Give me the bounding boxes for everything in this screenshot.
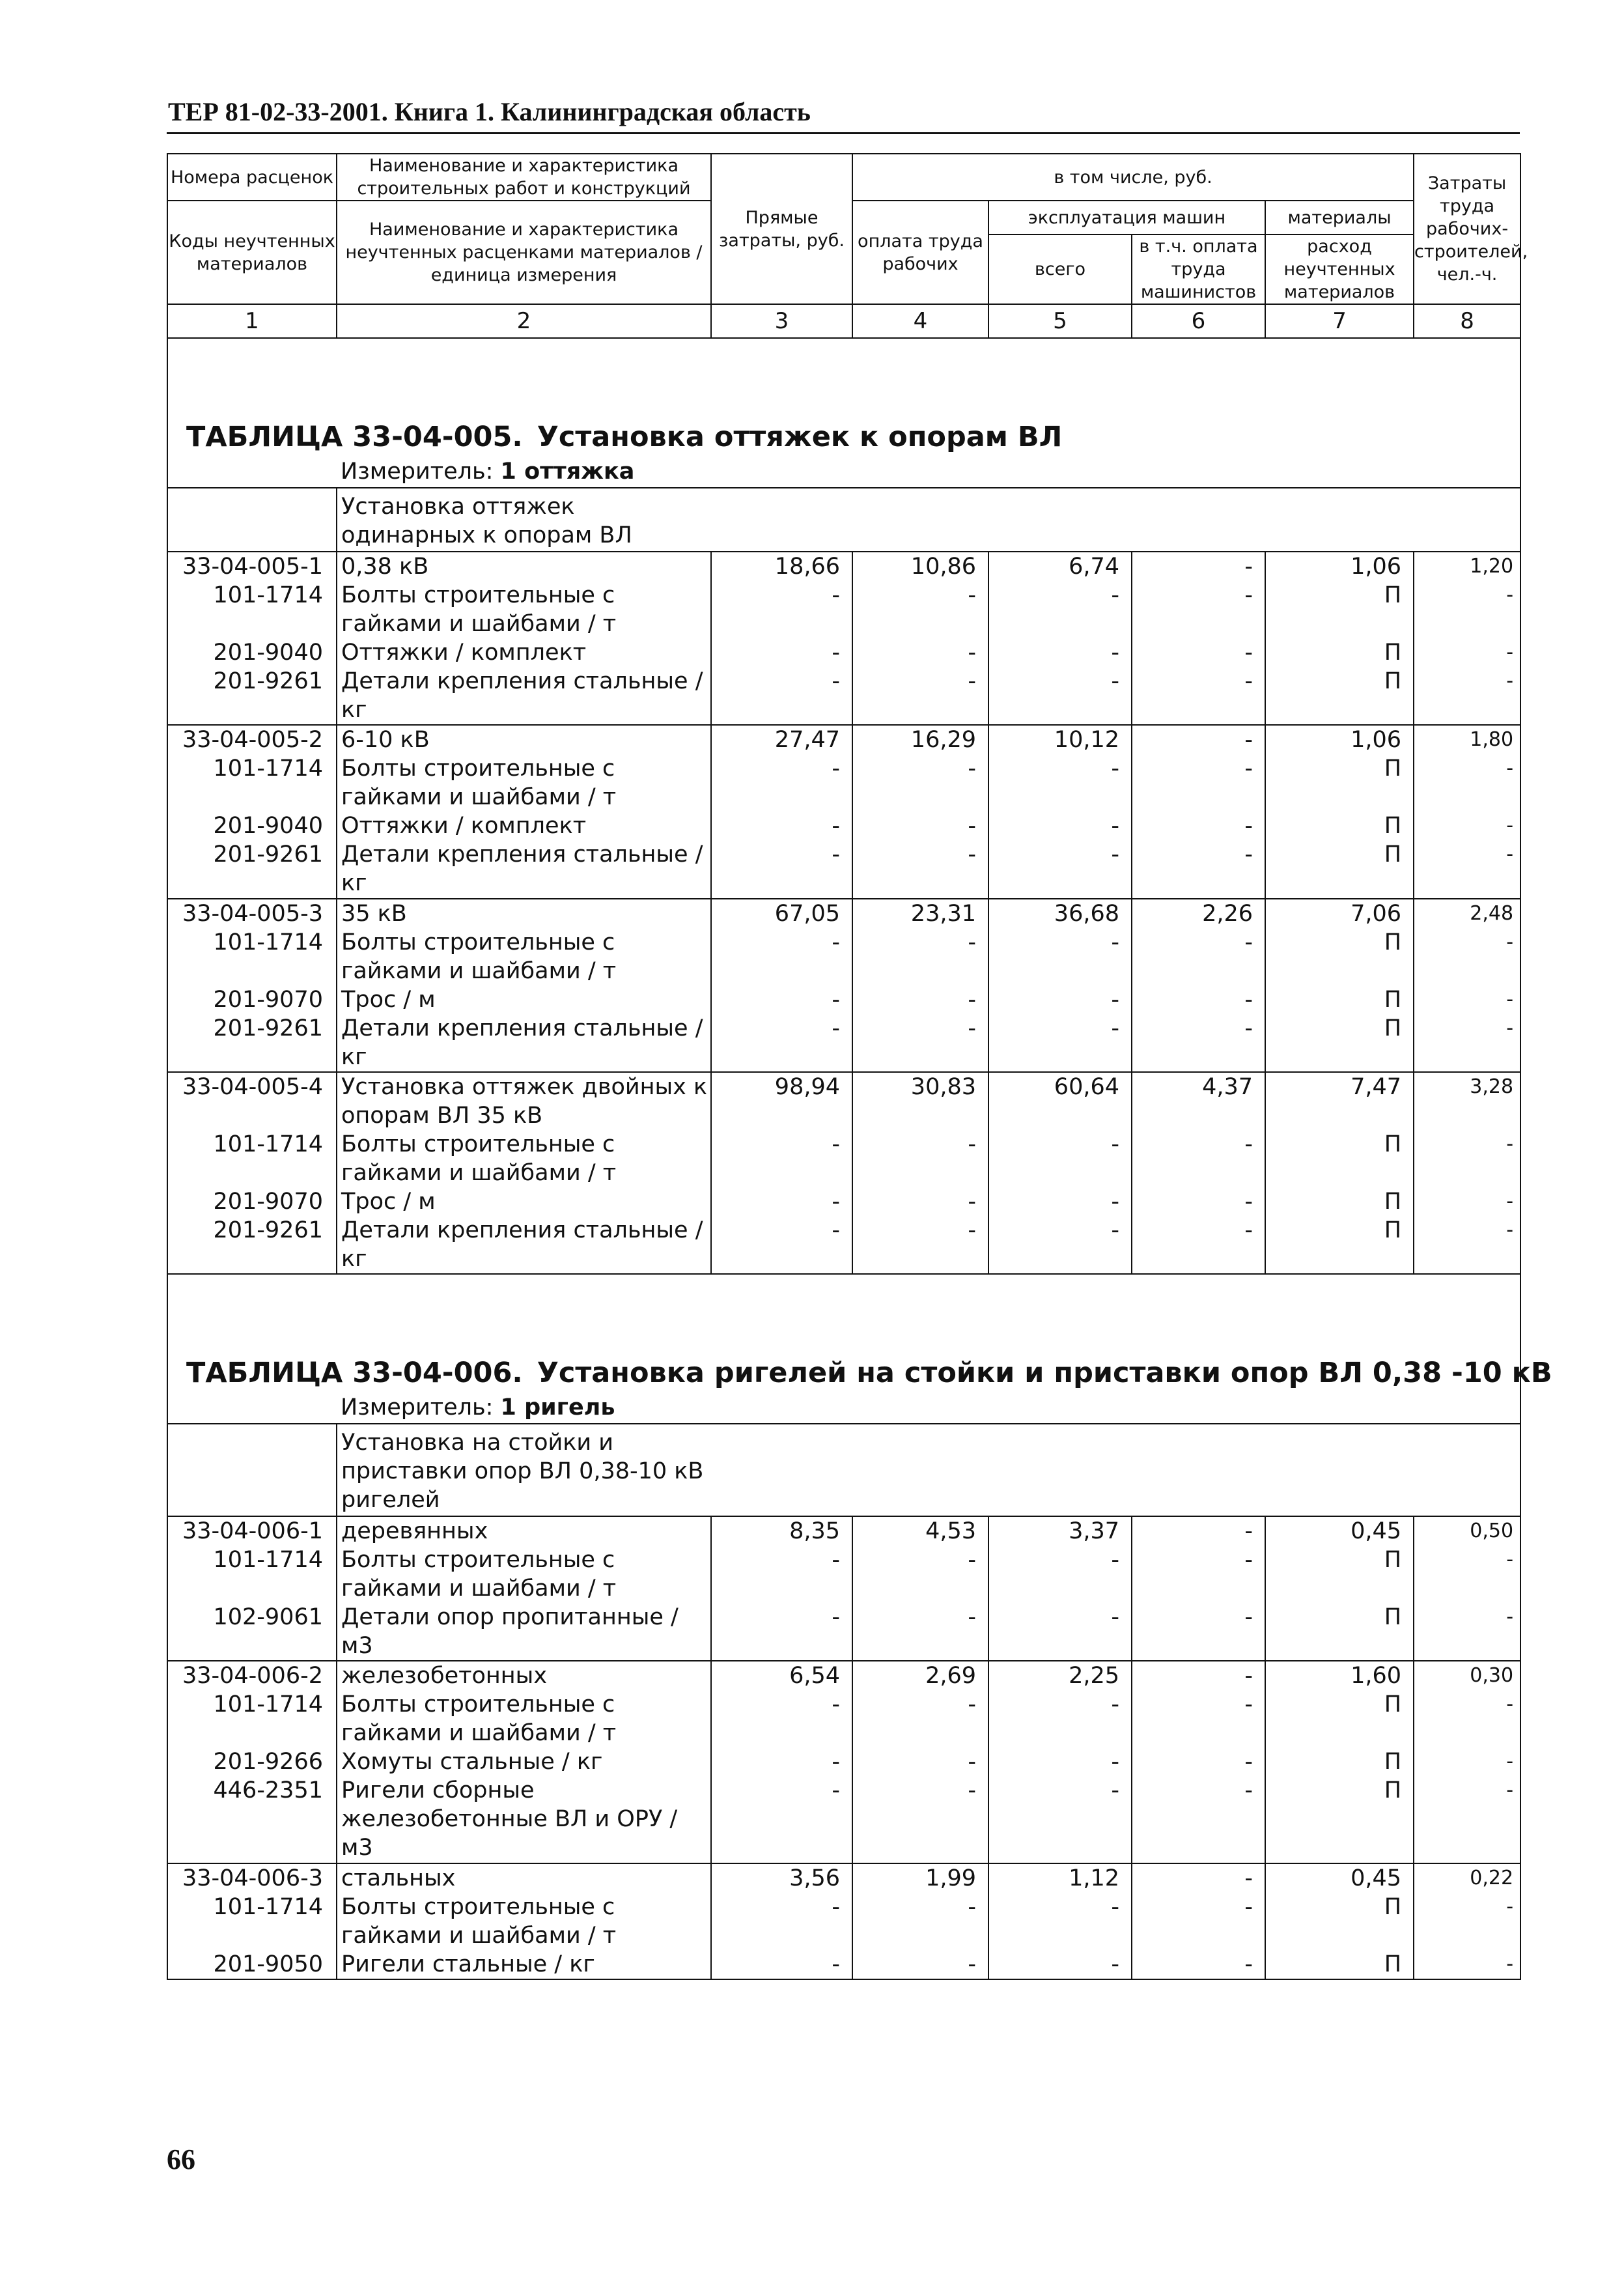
cell-c5: 6,74 [988,552,1132,581]
cell-c3: 8,35 [711,1516,852,1546]
col-direct-costs-header: Прямые затраты, руб. [711,154,852,304]
cell-c3: 3,56 [711,1863,852,1893]
cell-c6: - [1132,1893,1265,1950]
group-heading: Установка оттяжек одинарных к опорам ВЛ [341,494,632,548]
cell-name: Детали крепления стальные / кг [337,1014,711,1072]
materials-header: материалы [1265,201,1414,234]
cell-c3: 67,05 [711,899,852,928]
cell-name: Болты строительные с гайками и шайбами / т [337,581,711,638]
material-row [167,638,1520,667]
cell-c4: - [852,581,988,638]
table-code: ТАБЛИЦА 33-04-005. [186,421,523,453]
cell-name: деревянных [337,1516,711,1546]
cell-code: 101-1714 [167,928,337,985]
rate-row [167,899,1520,928]
cell-c6: 4,37 [1132,1072,1265,1130]
cell-c3: - [711,1603,852,1661]
cell-c4: 2,69 [852,1661,988,1690]
cell-c7: П [1265,1130,1414,1187]
cell-c5: - [988,1130,1132,1187]
cell-c3: - [711,1546,852,1603]
cell-c7: 0,45 [1265,1863,1414,1893]
cell-c6: - [1132,1661,1265,1690]
cell-c4: - [852,1014,988,1072]
material-row [167,1187,1520,1216]
cell-c8: - [1414,1690,1520,1747]
cell-code: 201-9040 [167,812,337,840]
cell-c3: - [711,1893,852,1950]
col-number: 3 [711,304,852,338]
col-number: 6 [1132,304,1265,338]
cell-c6: - [1132,1690,1265,1747]
cell-c4: 23,31 [852,899,988,928]
cell-c6: - [1132,1516,1265,1546]
cell-code: 101-1714 [167,1130,337,1187]
cell-c3: - [711,754,852,812]
rate-row [167,1661,1520,1690]
cell-c6: - [1132,1863,1265,1893]
material-row [167,840,1520,898]
cell-name: Болты строительные с гайками и шайбами / т [337,1130,711,1187]
cell-c6: - [1132,1187,1265,1216]
cell-c4: - [852,1747,988,1776]
cell-c3: - [711,1747,852,1776]
cell-c4: 10,86 [852,552,988,581]
cell-c7: П [1265,985,1414,1014]
meter-label: Измеритель: [341,459,494,485]
cell-c8: - [1414,1747,1520,1776]
cell-code: 201-9040 [167,638,337,667]
cell-name: Хомуты стальные / кг [337,1747,711,1776]
cell-c4: - [852,667,988,725]
cell-c5: - [988,1546,1132,1603]
cell-name: Детали крепления стальные / кг [337,840,711,898]
cell-code: 33-04-005-4 [167,1072,337,1130]
group-row [167,1424,1520,1516]
cell-c3: 6,54 [711,1661,852,1690]
cell-c7: 1,06 [1265,725,1414,754]
table-title-row [167,338,1520,488]
cell-c4: 4,53 [852,1516,988,1546]
cell-code: 33-04-005-1 [167,552,337,581]
group-row [167,488,1520,552]
cell-c7: П [1265,1690,1414,1747]
cell-c3: - [711,985,852,1014]
cell-code: 101-1714 [167,1893,337,1950]
cell-c3: - [711,1130,852,1187]
cell-c5: - [988,1747,1132,1776]
cell-c7: П [1265,1893,1414,1950]
cell-c8: 0,50 [1414,1516,1520,1546]
cell-c7: П [1265,638,1414,667]
page-header: ТЕР 81-02-33-2001. Книга 1. Калининградская область [168,97,811,126]
cell-c5: - [988,1776,1132,1863]
col-number: 8 [1414,304,1520,338]
cell-c6: - [1132,667,1265,725]
cell-c4: 30,83 [852,1072,988,1130]
cell-c4: - [852,754,988,812]
cell-c4: - [852,840,988,898]
cell-c8: - [1414,840,1520,898]
cell-code: 33-04-005-2 [167,725,337,754]
cell-c7: П [1265,1603,1414,1661]
cell-c8: - [1414,1130,1520,1187]
incl-header: в том числе, руб. [852,154,1414,201]
cell-code: 201-9266 [167,1747,337,1776]
cell-c4: - [852,1216,988,1274]
machines-header: эксплуатация машин [988,201,1265,234]
cell-c5: - [988,928,1132,985]
cell-c8: 1,20 [1414,552,1520,581]
table-title-row [167,1274,1520,1424]
cell-c5: - [988,1690,1132,1747]
cell-code: 201-9261 [167,667,337,725]
header-rule [167,132,1520,134]
cell-c6: 2,26 [1132,899,1265,928]
cell-c5: - [988,581,1132,638]
cell-c5: - [988,1603,1132,1661]
cell-name: Болты строительные с гайками и шайбами / т [337,1546,711,1603]
cell-c8: 0,30 [1414,1661,1520,1690]
cell-c3: - [711,1690,852,1747]
cell-c5: 1,12 [988,1863,1132,1893]
cell-code: 33-04-006-3 [167,1863,337,1893]
cell-c3: - [711,1216,852,1274]
col-number: 5 [988,304,1132,338]
cell-c4: - [852,1690,988,1747]
cell-c8: - [1414,581,1520,638]
cell-c6: - [1132,581,1265,638]
table-title [168,421,1520,459]
cell-c3: - [711,667,852,725]
cell-name: Ригели сборные железобетонные ВЛ и ОРУ / м3 [337,1776,711,1863]
material-row [167,1776,1520,1863]
cell-c6: - [1132,725,1265,754]
material-row [167,754,1520,812]
cell-c8: - [1414,1893,1520,1950]
cell-c3: - [711,840,852,898]
col-number: 1 [167,304,337,338]
cell-c5: - [988,1893,1132,1950]
cell-c7: П [1265,1014,1414,1072]
cell-name: Детали крепления стальные / кг [337,667,711,725]
cell-code: 101-1714 [167,754,337,812]
cell-c7: П [1265,1776,1414,1863]
cell-c8: - [1414,638,1520,667]
material-row [167,667,1520,725]
cell-c6: - [1132,1130,1265,1187]
cell-c3: - [711,581,852,638]
cell-c8: - [1414,928,1520,985]
cell-c4: - [852,1893,988,1950]
cell-c5: 36,68 [988,899,1132,928]
cell-c8: - [1414,1187,1520,1216]
col-work-name-header: Наименование и характеристика строительных работ и конструкций [337,154,711,201]
cell-c6: - [1132,812,1265,840]
col-machinists-wages-header: в т.ч. оплата труда машинистов [1132,234,1265,304]
col-wages-header: оплата труда рабочих [852,201,988,304]
cell-c3: - [711,1776,852,1863]
cell-c6: - [1132,840,1265,898]
cell-c5: 10,12 [988,725,1132,754]
cell-name: Ригели стальные / кг [337,1950,711,1979]
rate-row [167,1072,1520,1130]
col-materials-consumption-header: расход неучтенных материалов [1265,234,1414,304]
meter [168,459,1520,487]
cell-c7: П [1265,1546,1414,1603]
cell-c7: 1,06 [1265,552,1414,581]
cell-name: 35 кВ [337,899,711,928]
cell-c7: П [1265,1747,1414,1776]
cell-c4: - [852,1776,988,1863]
table-code: ТАБЛИЦА 33-04-006. [186,1357,523,1390]
cell-c5: - [988,985,1132,1014]
material-row [167,1014,1520,1072]
cell-c8: - [1414,754,1520,812]
cell-c5: - [988,667,1132,725]
cell-name: Оттяжки / комплект [337,812,711,840]
cell-name: 0,38 кВ [337,552,711,581]
col-number: 7 [1265,304,1414,338]
cell-name: железобетонных [337,1661,711,1690]
cell-c3: 98,94 [711,1072,852,1130]
cell-c6: - [1132,638,1265,667]
cell-code: 201-9070 [167,1187,337,1216]
cell-c8: - [1414,985,1520,1014]
cell-c8: - [1414,1603,1520,1661]
meter [168,1394,1520,1423]
cell-c7: 1,60 [1265,1661,1414,1690]
cell-code: 102-9061 [167,1603,337,1661]
cell-c6: - [1132,1950,1265,1979]
cell-name: Трос / м [337,985,711,1014]
cell-c5: - [988,754,1132,812]
material-row [167,928,1520,985]
cell-c3: - [711,1187,852,1216]
cell-c4: - [852,1187,988,1216]
cell-c5: - [988,840,1132,898]
cell-c7: П [1265,928,1414,985]
cell-code: 201-9261 [167,1014,337,1072]
cell-name: Трос / м [337,1187,711,1216]
cell-code: 101-1714 [167,1690,337,1747]
rate-row [167,1863,1520,1893]
rates-table [167,153,1552,1980]
cell-code: 33-04-006-2 [167,1661,337,1690]
cell-c3: - [711,638,852,667]
cell-c4: - [852,928,988,985]
cell-c8: - [1414,812,1520,840]
cell-code: 201-9261 [167,1216,337,1274]
cell-name: Болты строительные с гайками и шайбами / т [337,1690,711,1747]
col-rate-numbers-header: Номера расценок [167,154,337,201]
table-name: Установка оттяжек к опорам ВЛ [537,421,1063,453]
col-labor-header: Затраты труда рабочих-строителей, чел.-ч. [1414,154,1520,304]
cell-c8: - [1414,1014,1520,1072]
cell-c4: - [852,1546,988,1603]
col-number: 4 [852,304,988,338]
rate-row [167,1516,1520,1546]
cell-c8: - [1414,1216,1520,1274]
cell-c6: - [1132,1603,1265,1661]
rate-row [167,552,1520,581]
cell-c8: - [1414,667,1520,725]
cell-c7: П [1265,754,1414,812]
cell-c6: - [1132,1216,1265,1274]
cell-c8: - [1414,1776,1520,1863]
material-row [167,1747,1520,1776]
col-machines-total-header: всего [988,234,1132,304]
material-row [167,1546,1520,1603]
table-title [168,1357,1552,1394]
cell-c3: 27,47 [711,725,852,754]
material-row [167,1893,1520,1950]
material-row [167,581,1520,638]
cell-name: Болты строительные с гайками и шайбами / т [337,1893,711,1950]
cell-c7: П [1265,667,1414,725]
col-material-codes-header: Коды неучтенных материалов [167,201,337,304]
cell-code: 201-9070 [167,985,337,1014]
cell-name: Болты строительные с гайками и шайбами / т [337,928,711,985]
cell-c3: - [711,812,852,840]
meter-label: Измеритель: [341,1394,494,1421]
cell-code: 101-1714 [167,581,337,638]
cell-c7: П [1265,1187,1414,1216]
cell-c5: 3,37 [988,1516,1132,1546]
cell-c4: - [852,1130,988,1187]
material-row [167,1216,1520,1274]
cell-code: 33-04-006-1 [167,1516,337,1546]
cell-c6: - [1132,985,1265,1014]
cell-c7: П [1265,812,1414,840]
meter-value: 1 оттяжка [500,459,635,485]
cell-c4: 1,99 [852,1863,988,1893]
cell-c6: - [1132,928,1265,985]
cell-c6: - [1132,1546,1265,1603]
page-number: 66 [167,2143,195,2175]
cell-c7: П [1265,1216,1414,1274]
cell-code: 201-9261 [167,840,337,898]
meter-value: 1 ригель [500,1394,615,1421]
cell-c5: - [988,1950,1132,1979]
cell-name: 6-10 кВ [337,725,711,754]
cell-c4: - [852,985,988,1014]
material-row [167,1130,1520,1187]
cell-code: 101-1714 [167,1546,337,1603]
cell-c6: - [1132,1747,1265,1776]
cell-c4: 16,29 [852,725,988,754]
cell-code: 201-9050 [167,1950,337,1979]
cell-c8: - [1414,1546,1520,1603]
cell-c7: П [1265,840,1414,898]
rate-row [167,725,1520,754]
cell-name: Болты строительные с гайками и шайбами / т [337,754,711,812]
col-number: 2 [337,304,711,338]
col-material-name-header: Наименование и характеристика неучтенных расценками материалов / единица измерения [337,201,711,304]
cell-c7: 7,47 [1265,1072,1414,1130]
cell-c5: - [988,1216,1132,1274]
cell-c6: - [1132,1776,1265,1863]
cell-c8: 1,80 [1414,725,1520,754]
material-row [167,1950,1520,1979]
cell-c8: 0,22 [1414,1863,1520,1893]
cell-c3: - [711,1014,852,1072]
cell-c4: - [852,638,988,667]
cell-c8: 2,48 [1414,899,1520,928]
cell-name: стальных [337,1863,711,1893]
cell-name: Оттяжки / комплект [337,638,711,667]
cell-c4: - [852,1950,988,1979]
cell-c5: - [988,812,1132,840]
group-heading: Установка на стойки и приставки опор ВЛ 0,38-10 кВ ригелей [341,1430,704,1514]
cell-c7: П [1265,581,1414,638]
cell-c5: 60,64 [988,1072,1132,1130]
material-row [167,1603,1520,1661]
cell-c5: 2,25 [988,1661,1132,1690]
table-name: Установка ригелей на стойки и приставки опор ВЛ 0,38 -10 кВ [537,1357,1552,1390]
cell-name: Детали опор пропитанные / м3 [337,1603,711,1661]
material-row [167,985,1520,1014]
cell-c5: - [988,1014,1132,1072]
cell-code: 33-04-005-3 [167,899,337,928]
cell-c3: - [711,928,852,985]
cell-c4: - [852,812,988,840]
cell-c6: - [1132,754,1265,812]
cell-name: Детали крепления стальные / кг [337,1216,711,1274]
cell-code: 446-2351 [167,1776,337,1863]
cell-c8: - [1414,1950,1520,1979]
cell-c7: 0,45 [1265,1516,1414,1546]
cell-name: Установка оттяжек двойных к опорам ВЛ 35 кВ [337,1072,711,1130]
cell-c6: - [1132,552,1265,581]
cell-c5: - [988,638,1132,667]
cell-c3: 18,66 [711,552,852,581]
cell-c4: - [852,1603,988,1661]
material-row [167,1690,1520,1747]
cell-c7: П [1265,1950,1414,1979]
cell-c5: - [988,1187,1132,1216]
cell-c8: 3,28 [1414,1072,1520,1130]
cell-c6: - [1132,1014,1265,1072]
cell-c7: 7,06 [1265,899,1414,928]
material-row [167,812,1520,840]
cell-c3: - [711,1950,852,1979]
